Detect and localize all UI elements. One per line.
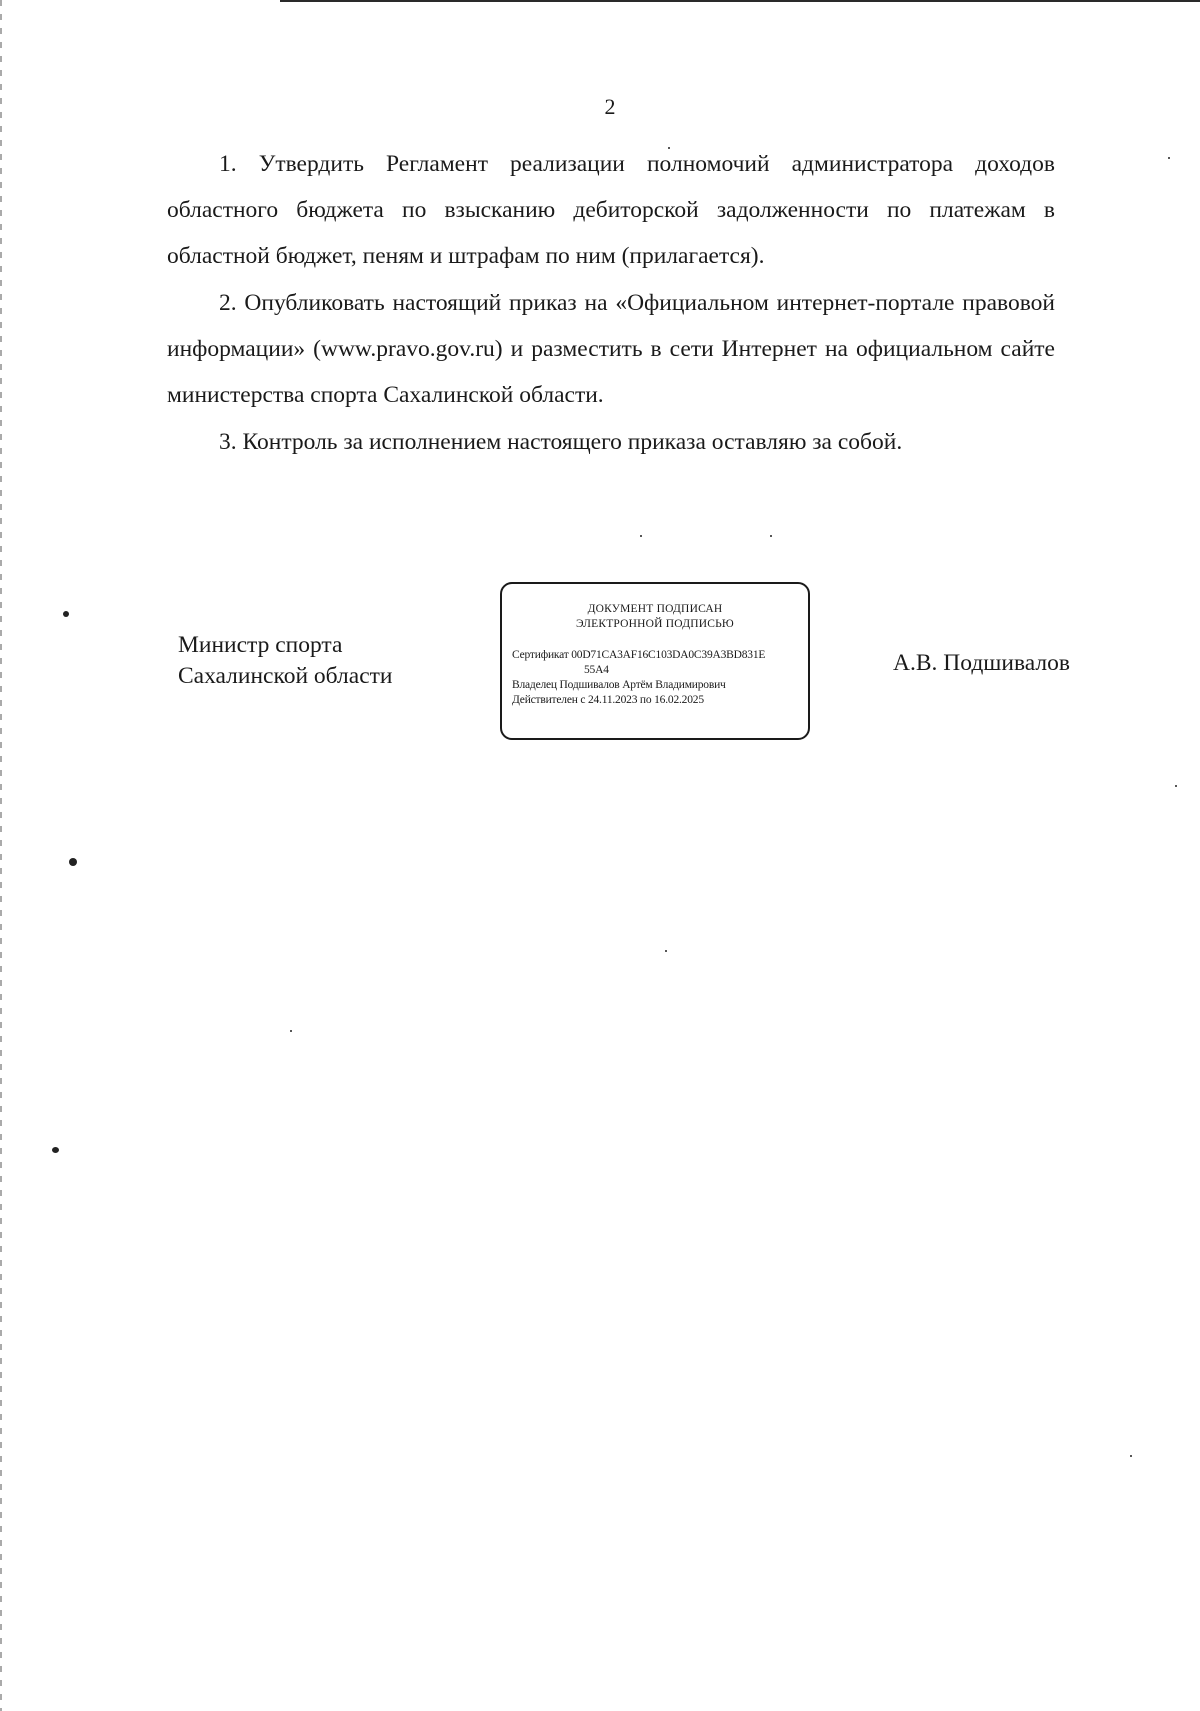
position-line-1: Министр спорта [178,632,343,658]
signer-name: А.В. Подшивалов [893,650,1070,676]
scan-speck [1130,1455,1132,1457]
scan-top-edge [280,0,1200,2]
scan-speck [63,611,69,617]
paragraph-3: 3. Контроль за исполнением настоящего приказа оставляю за собой. [219,429,903,455]
signatory-position [178,630,392,692]
scan-speck [668,147,670,149]
scan-left-edge [0,0,2,1711]
order-body [167,141,1055,466]
stamp-owner: Владелец Подшивалов Артём Владимирович [512,679,726,691]
electronic-signature-stamp [500,582,810,740]
stamp-validity: Действителен с 24.11.2023 по 16.02.2025 [512,694,704,706]
scan-speck [290,1030,292,1032]
paragraph-1: 1. Утвердить Регламент реализации полномочий администратора доходов областного бюджета по взысканию дебиторской задолженности по платежам в областной бюджет, пеням и штрафам по ним (прилагается). [167,151,1055,269]
scan-speck [665,950,667,952]
paragraph-2: 2. Опубликовать настоящий приказ на «Официальном интернет-портале правовой информации» (www.pravo.gov.ru) и разместить в сети Интернет на официальном сайте министерства спорта Сахалинской области. [167,290,1055,408]
position-line-2: Сахалинской области [178,663,393,689]
stamp-header-line-2: ЭЛЕКТРОННОЙ ПОДПИСЬЮ [576,618,734,630]
scan-speck [640,535,642,537]
scan-speck [69,858,77,866]
scan-speck [770,535,772,537]
scan-speck [52,1147,59,1153]
stamp-header [512,602,798,632]
scan-speck [1168,157,1170,159]
scan-speck [1175,785,1177,787]
stamp-header-line-1: ДОКУМЕНТ ПОДПИСАН [587,603,723,615]
page-number: 2 [604,94,616,119]
stamp-certificate: Сертификат 00D71CA3AF16C103DA0C39A3BD831E [512,649,766,661]
stamp-certificate-continued: 55A4 [584,664,609,676]
